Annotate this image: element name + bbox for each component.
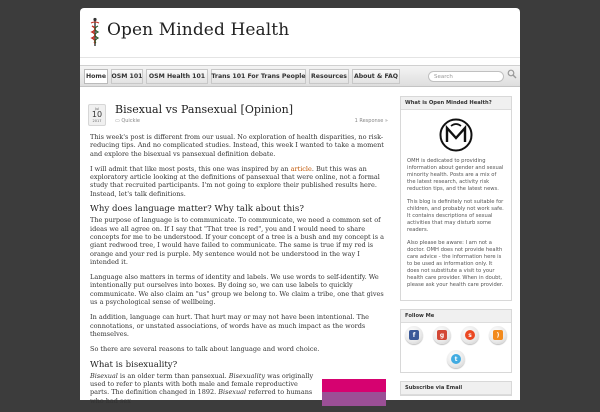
post-text: referred to humans who had sex: [90, 388, 313, 405]
stumbleupon-icon[interactable]: s: [461, 326, 479, 344]
about-widget-text: This blog is definitely not suitable for children, and probably not work safe. It contains descriptions of sexual activities that may disturb some readers.: [407, 199, 504, 233]
post-date-year: 2017: [92, 119, 102, 123]
nav-item-osm-101[interactable]: OSM 101: [111, 69, 143, 84]
nav-item-resources[interactable]: Resources: [309, 69, 349, 84]
folder-icon: ▭: [115, 118, 122, 124]
nav-item-trans-101[interactable]: Trans 101 For Trans People: [211, 69, 306, 84]
follow-widget-title: Follow Me: [401, 310, 511, 323]
post-subheading: What is bisexuality?: [90, 359, 178, 370]
facebook-icon[interactable]: f: [405, 326, 423, 344]
post-paragraph: Language also matters in terms of identity and labels. We use words to self-identify. We intentionally put ourselves into boxes. By doing so, we can use labels to quickly communicate. We also claim an "us" group we belong to. We claim a tribe, one that gives us a psychological sense of wellbeing.: [90, 273, 384, 307]
subscribe-widget-title: Subscribe via Email: [401, 382, 511, 395]
article-link[interactable]: article: [290, 164, 312, 173]
about-widget-text: OMH is dedicated to providing information about gender and sexual minority health. Posts are a mix of the latest research, activity risk reduction tips, and the latest news.: [407, 158, 504, 192]
site-header: [80, 8, 520, 58]
post-body: [90, 133, 388, 412]
bisexual-flag-image: [322, 379, 386, 406]
post-paragraph: The purpose of language is to communicate. To communicate, we need a common set of ideas we all agree on. If I say that "That tree is red", you and I would need to share concepts for me to be understood. If your concept of a tree is a bush and my concept is a giant redwood tree, I would have failed to communicate. The same is true if my red is orange and your red is purple. My sentence would not be understood in the way I intended it.: [90, 216, 385, 266]
post-responses-link[interactable]: 1 Response »: [354, 118, 388, 124]
twitter-icon[interactable]: t: [447, 350, 465, 368]
post-paragraph: This week's post is different from our usual. No exploration of health disparities, no risk-reducing tips. And no complicated studies. Instead, this week I wanted to take a moment and explore the bisexual vs pansexual definition debate.: [90, 133, 384, 158]
about-widget: [400, 96, 512, 301]
post-text-em: Bisexual: [218, 388, 247, 397]
search-icon[interactable]: [507, 69, 517, 79]
post-date-month: Jul: [94, 106, 100, 111]
about-widget-body: [401, 110, 511, 300]
post-category[interactable]: [115, 118, 140, 124]
post-date-day: 10: [91, 110, 103, 119]
post-subheading: Why does language matter? Why talk about this?: [90, 204, 304, 215]
post-paragraph: In addition, language can hurt. That hurt may or may not have been intentional. The connotations, or unstated associations, of words have as much impact as the words themselves.: [90, 313, 370, 338]
follow-widget: [400, 309, 512, 373]
post-text-em: Bisexual: [90, 371, 118, 380]
rss-icon[interactable]: ): [489, 326, 507, 344]
about-widget-text: Also please be aware: I am not a doctor. OMH does not provide health care advice - the information here is to be used as information only. It does not substitute a visit to your health care provider. When in doubt, please ask your health care provider.: [407, 240, 504, 288]
post-paragraph: So there are several reasons to talk about language and word choice.: [90, 345, 320, 354]
subscribe-widget: [400, 381, 512, 396]
post-paragraph: [90, 372, 318, 405]
post-text: was originally used to refer to plants with both male and female reproductive parts. The definition changed in 1892.: [90, 371, 314, 397]
sidebar: [400, 96, 512, 404]
main-content: [88, 96, 388, 406]
post-text: . But this was an exploratory article looking at the definitions of pansexual that were online, not a formal study that recruited participants. I'm not going to explore their published results here. Instead, let's talk definitions.: [90, 164, 380, 198]
main-nav: [80, 65, 520, 87]
search-input[interactable]: Search: [428, 71, 504, 82]
omh-logo-icon: [439, 118, 473, 152]
post-text: I will admit that like most posts, this one was inspired by an: [90, 164, 291, 173]
social-icons-row: [401, 323, 511, 344]
page-container: [80, 8, 520, 405]
post-category-label: Quickie: [121, 118, 140, 124]
social-icons-row: [401, 344, 511, 372]
site-title[interactable]: Open Minded Health: [107, 20, 290, 40]
nav-item-osm-health-101[interactable]: OSM Health 101: [146, 69, 208, 84]
post-text-em: Bisexuality: [228, 371, 265, 380]
post-text: is an older term than pansexual.: [117, 371, 229, 380]
nav-item-home[interactable]: Home: [84, 69, 108, 84]
nav-item-about-faq[interactable]: About & FAQ: [352, 69, 400, 84]
google-plus-icon[interactable]: g: [433, 326, 451, 344]
caduceus-logo-icon[interactable]: [88, 17, 102, 47]
post-paragraph: [90, 165, 388, 198]
post-date-badge: [88, 104, 106, 126]
post-title[interactable]: Bisexual vs Pansexual [Opinion]: [115, 103, 294, 116]
about-widget-title: What is Open Minded Health?: [401, 97, 511, 110]
